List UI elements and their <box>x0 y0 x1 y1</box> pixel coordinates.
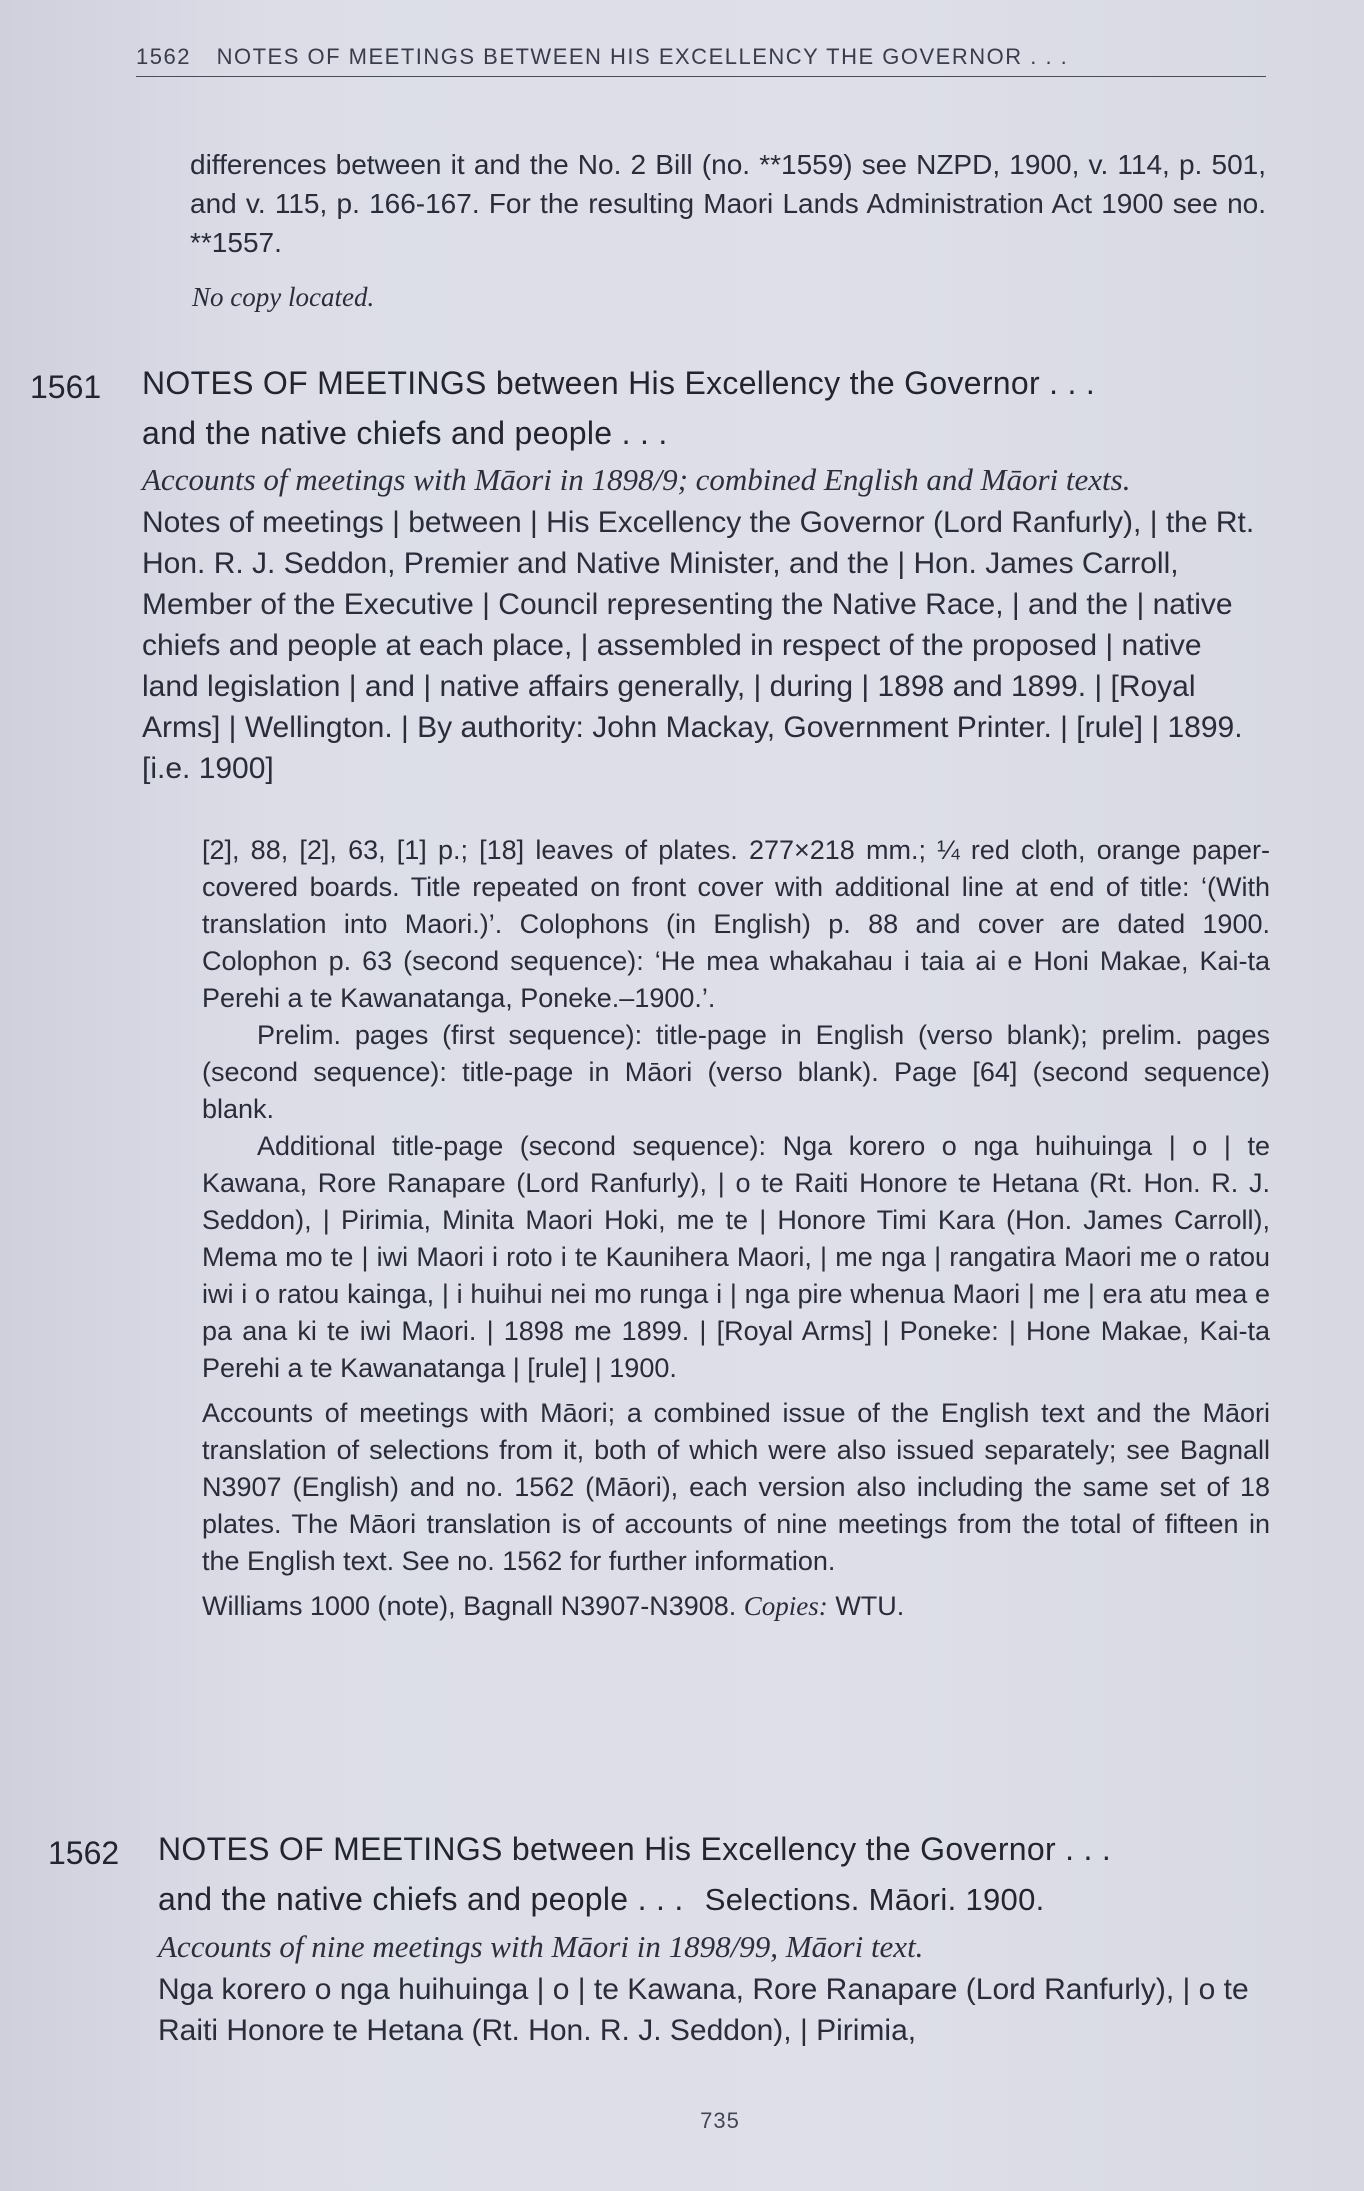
title-transcription: Notes of meetings | between | His Excellency the Governor (Lord Ranfurly), | the Rt. Hon. R. J. Seddon, Premier and Native Minister, and the | Hon. James Carroll, Member of the Executive | Council representing the Native Race, | and the | native chiefs and people at each place, | assembled in respect of the proposed | native land legislation | and | native affairs generally, | during | 1898 and 1899. | [Royal Arms] | Wellington. | By authority: John Mackay, Government Printer. | [rule] | 1899. [i.e. 1900] <box>142 506 1255 785</box>
refs-text: Williams 1000 (note), Bagnall N3907-N3908. <box>202 1591 737 1621</box>
running-head-title: NOTES OF MEETINGS BETWEEN HIS EXCELLENCY THE GOVERNOR . . . <box>216 44 1069 69</box>
running-head <box>136 44 1266 77</box>
title-transcription: Nga korero o nga huihuinga | o | te Kawana, Rore Ranapare (Lord Ranfurly), | o te Raiti Honore te Hetana (Rt. Hon. R. J. Seddon), | Pirimia, <box>158 1973 1249 2047</box>
entry-number: 1562 <box>48 1835 120 1871</box>
entry-heading-line1: NOTES OF MEETINGS between His Excellency the Governor . . . <box>142 365 1096 401</box>
page-number: 735 <box>700 2108 740 2133</box>
entry-subtitle: Accounts of meetings with Māori in 1898/9; combined English and Māori texts. <box>142 462 1131 497</box>
entry-heading-suffix: Selections. Māori. 1900. <box>704 1882 1045 1917</box>
prev-entry-paragraph: differences between it and the No. 2 Bill (no. **1559) see NZPD, 1900, v. 114, p. 501, and v. 115, p. 166-167. For the resulting Maori Lands Administration Act 1900 see no. **1557. <box>190 149 1266 258</box>
entry-heading-line1: NOTES OF MEETINGS between His Excellency the Governor . . . <box>158 1831 1112 1867</box>
prelim-note: Prelim. pages (first sequence): title-page in English (verso blank); prelim. pages (second sequence): title-page in Māori (verso blank). Page [64] (second sequence) blank. <box>202 1020 1270 1124</box>
no-copy-note: No copy located. <box>192 282 375 312</box>
entry-1561 <box>142 358 1266 789</box>
collation: [2], 88, [2], 63, [1] p.; [18] leaves of plates. 277×218 mm.; ¼ red cloth, orange paper-covered boards. Title repeated on front cover with additional line at end of title: ‘(With translation into Maori.)’. Colophons (in English) p. 88 and cover are dated 1900. Colophon p. 63 (second sequence): ‘He mea whakahau i taia ai e Honi Makae, Kai-ta Perehi a te Kawanatanga, Poneke.–1900.’. <box>202 835 1270 1013</box>
prev-entry-text <box>190 145 1266 262</box>
entry-heading-line2 <box>158 1874 1268 1925</box>
entry-note: Accounts of meetings with Māori; a combined issue of the English text and the Māori translation of selections from it, both of which were also issued separately; see Bagnall N3907 (English) and no. 1562 (Māori), each version also including the same set of 18 plates. The Māori translation is of accounts of nine meetings from the total of fifteen in the English text. See no. 1562 for further information. <box>202 1398 1270 1576</box>
entry-subtitle: Accounts of nine meetings with Māori in 1898/99, Māori text. <box>158 1929 924 1964</box>
entry-number: 1561 <box>30 369 102 405</box>
entry-1561-details <box>202 832 1270 1625</box>
entry-references <box>202 1588 1270 1625</box>
running-head-page: 1562 <box>136 44 191 69</box>
entry-heading-line2: and the native chiefs and people . . . <box>142 415 668 451</box>
entry-heading-line2-text: and the native chiefs and people . . . <box>158 1881 684 1917</box>
copies-value: WTU. <box>835 1591 905 1621</box>
entry-1562 <box>158 1824 1268 2051</box>
additional-title: Additional title-page (second sequence): Nga korero o nga huihuinga | o | te Kawana, Rore Ranapare (Lord Ranfurly), | o te Raiti Honore te Hetana (Rt. Hon. R. J. Seddon), | Pirimia, Minita Maori Hoki, me te | Honore Timi Kara (Hon. James Carroll), Mema mo te | iwi Maori i roto i te Kaunihera Maori, | me nga | rangatira Maori me o ratou iwi i o ratou kainga, | i huihui nei mo runga i | nga pire whenua Maori | me | era atu mea e pa ana ki te iwi Maori. | 1898 me 1899. | [Royal Arms] | Poneke: | Hone Makae, Kai-ta Perehi a te Kawanatanga | [rule] | 1900. <box>202 1131 1270 1383</box>
copies-label: Copies: <box>743 1591 828 1621</box>
